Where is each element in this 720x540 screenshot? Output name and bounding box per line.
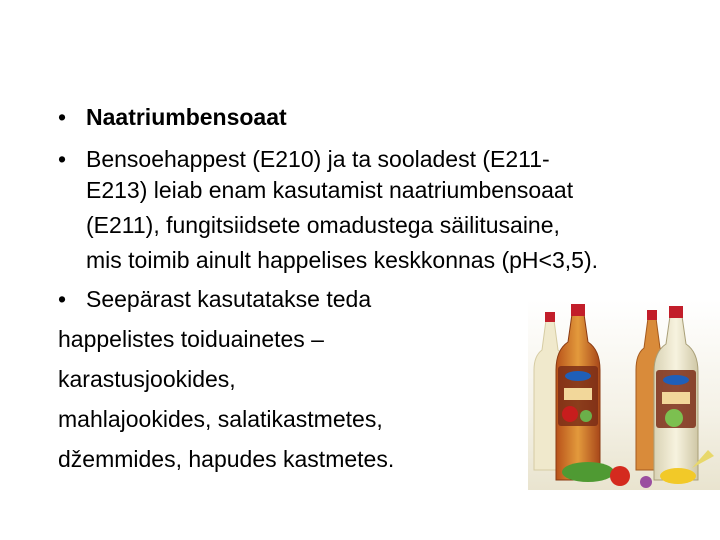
bullet-2-line-3: (E211), fungitsiidsete omadustega säilitusaine, <box>86 212 560 238</box>
bullet-2-line-4: mis toimib ainult happelises keskkonnas (pH<3,5). <box>86 247 598 273</box>
bullet-marker: • <box>58 104 67 130</box>
bullet-1-text: Naatriumbensoaat <box>86 104 287 130</box>
bullet-marker: • <box>58 286 67 312</box>
bullet-3-line-2: happelistes toiduainetes – <box>58 326 324 352</box>
bullet-3-line-4: mahlajookides, salatikastmetes, <box>58 406 383 432</box>
bullet-marker: • <box>58 146 67 172</box>
bullet-3-line-3: karastusjookides, <box>58 366 236 392</box>
salad-dressing-bottles-image <box>528 300 720 490</box>
bullet-3-line-1: Seepärast kasutatakse teda <box>86 286 372 312</box>
bullet-2-line-1: Bensoehappest (E210) ja ta sooladest (E211- <box>86 146 550 172</box>
bullet-2-line-2: E213) leiab enam kasutamist naatriumbensoaat <box>86 177 574 203</box>
bullet-3-line-5: džemmides, hapudes kastmetes. <box>58 446 395 472</box>
